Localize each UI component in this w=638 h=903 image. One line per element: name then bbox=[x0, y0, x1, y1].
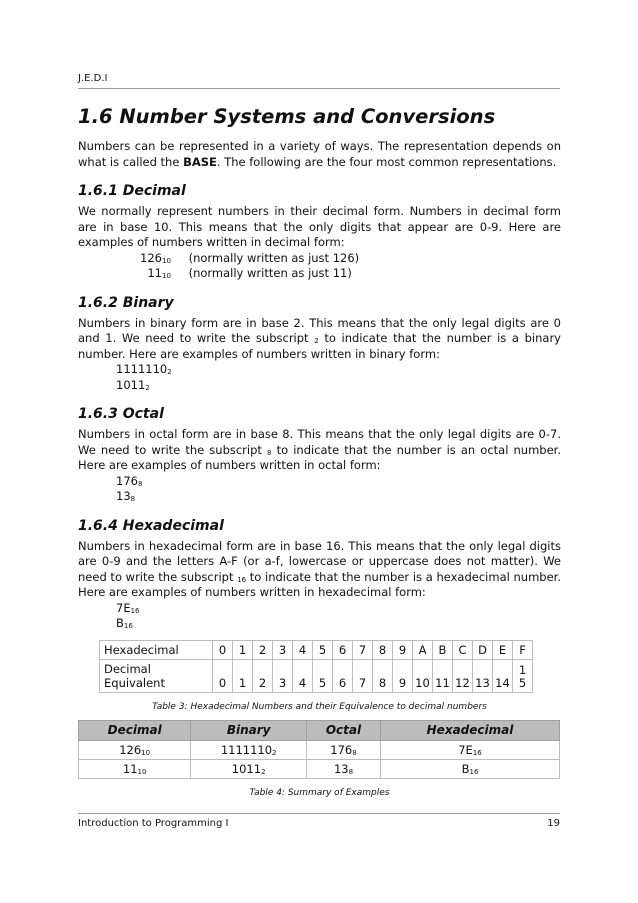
cell-value: 176 bbox=[330, 742, 353, 757]
summary-cell bbox=[79, 740, 191, 759]
decimal-cell: 10 bbox=[413, 659, 433, 692]
hex-cell: 4 bbox=[293, 640, 313, 659]
binary-text-after: to indicate that the number is a binary number. Here are examples of numbers written in binary form: bbox=[78, 331, 561, 361]
decimal-cell: 11 bbox=[433, 659, 453, 692]
decimal-cell: 8 bbox=[373, 659, 393, 692]
octal-text-subscript: 8 bbox=[267, 448, 272, 457]
decimal-cell: 14 bbox=[493, 659, 513, 692]
example-value: 176 bbox=[116, 473, 138, 488]
hex-cell: 0 bbox=[213, 640, 233, 659]
hex-cell: B bbox=[433, 640, 453, 659]
cell-subscript: 10 bbox=[141, 748, 151, 757]
example-value: 1011 bbox=[116, 377, 146, 392]
cell-subscript: 10 bbox=[137, 767, 147, 776]
footer-title: Introduction to Programming I bbox=[78, 818, 229, 829]
hex-cell: A bbox=[413, 640, 433, 659]
example-value: 7E bbox=[116, 600, 131, 615]
section-title: 1.6 Number Systems and Conversions bbox=[78, 105, 496, 128]
summary-cell bbox=[381, 759, 560, 778]
cell-subscript: 8 bbox=[352, 748, 357, 757]
decimal-cell: 0 bbox=[213, 659, 233, 692]
example-value: 1111110 bbox=[116, 362, 168, 376]
hex-cell: 6 bbox=[333, 640, 353, 659]
example-value: 13 bbox=[116, 489, 131, 503]
cell-subscript: 2 bbox=[272, 748, 277, 757]
octal-text-after: to indicate that the number is an octal number. Here are examples of numbers written in octal form: bbox=[78, 442, 561, 472]
example-subscript: 8 bbox=[130, 495, 136, 503]
cell-value: 11 bbox=[122, 761, 138, 776]
octal-paragraph bbox=[78, 427, 561, 474]
binary-text-before: Numbers in binary form are in base 2. This means that the only legal digits are 0 and 1. We need to write the subscript bbox=[78, 315, 561, 345]
example-subscript: 2 bbox=[167, 368, 172, 376]
summary-row bbox=[79, 759, 560, 778]
decimal-cell: 13 bbox=[473, 659, 493, 692]
octal-heading: 1.6.3 Octal bbox=[78, 406, 164, 422]
example-subscript: 16 bbox=[123, 622, 133, 630]
decimal-example bbox=[78, 251, 561, 267]
decimal-paragraph: We normally represent numbers in their decimal form. Numbers in decimal form are in base 10. This means that the only digits that appear are 0-9. Here are examples of numbers written in decimal form: bbox=[78, 204, 561, 249]
example-subscript: 2 bbox=[145, 383, 150, 392]
decimal-cell: 2 bbox=[253, 659, 273, 692]
table-4-caption: Table 4: Summary of Examples bbox=[249, 787, 390, 798]
intro-text-after: . The following are the four most common representations. bbox=[216, 154, 557, 169]
example-value: 126 bbox=[140, 250, 162, 265]
cell-subscript: 2 bbox=[261, 767, 266, 776]
cell-subscript: 16 bbox=[472, 748, 482, 757]
summary-cell bbox=[307, 740, 381, 759]
hex-cell: 2 bbox=[253, 640, 273, 659]
hex-cell: E bbox=[493, 640, 513, 659]
example-value: 11 bbox=[147, 266, 162, 280]
decimal-cell: 5 bbox=[313, 659, 333, 692]
hex-cell: 3 bbox=[273, 640, 293, 659]
octal-text-before: Numbers in octal form are in base 8. This means that the only legal digits are 0-7. We need to write the subscript bbox=[78, 427, 561, 457]
hex-cell: 1 bbox=[233, 640, 253, 659]
decimal-cell: 12 bbox=[453, 659, 473, 692]
hex-cell: F bbox=[513, 640, 533, 659]
binary-example bbox=[78, 362, 561, 378]
table-3-caption: Table 3: Hexadecimal Numbers and their Equivalence to decimal numbers bbox=[152, 701, 487, 712]
intro-paragraph bbox=[78, 139, 561, 170]
hex-text-subscript: 16 bbox=[237, 575, 247, 584]
decimal-cell: 3 bbox=[273, 659, 293, 692]
hex-cell: 8 bbox=[373, 640, 393, 659]
example-note: (normally written as just 126) bbox=[188, 250, 360, 265]
hexadecimal-example bbox=[78, 616, 561, 632]
footer-rule bbox=[78, 813, 560, 814]
summary-cell bbox=[79, 759, 191, 778]
hex-text-after: to indicate that the number is a hexadecimal number. Here are examples of numbers written in hexadecimal form: bbox=[78, 569, 561, 599]
binary-heading: 1.6.2 Binary bbox=[78, 294, 174, 311]
page-number: 19 bbox=[547, 818, 560, 829]
binary-paragraph bbox=[78, 316, 561, 363]
summary-header: Hexadecimal bbox=[381, 720, 560, 740]
hexadecimal-example bbox=[78, 601, 561, 617]
summary-header: Octal bbox=[307, 720, 381, 740]
example-note: (normally written as just 11) bbox=[188, 266, 352, 280]
hex-cell: 7 bbox=[353, 640, 373, 659]
running-header: J.E.D.I bbox=[78, 73, 108, 84]
hex-decimal-table bbox=[99, 640, 533, 693]
summary-cell bbox=[381, 740, 560, 759]
decimal-cell: 9 bbox=[393, 659, 413, 692]
intro-bold-term: BASE bbox=[183, 154, 217, 169]
octal-example bbox=[78, 489, 561, 505]
hex-row bbox=[100, 640, 533, 659]
summary-header-row bbox=[79, 720, 560, 740]
cell-value: B bbox=[461, 761, 470, 776]
header-rule bbox=[78, 88, 560, 89]
summary-cell bbox=[307, 759, 381, 778]
summary-cell bbox=[191, 740, 307, 759]
example-subscript: 10 bbox=[162, 256, 171, 265]
binary-text-subscript: 2 bbox=[314, 337, 319, 345]
decimal-cell-wrapped: 1 5 bbox=[513, 659, 533, 692]
decimal-cell: 7 bbox=[353, 659, 373, 692]
summary-row bbox=[79, 740, 560, 759]
example-value: B bbox=[116, 616, 124, 630]
summary-table bbox=[78, 720, 560, 779]
summary-cell bbox=[191, 759, 307, 778]
page-content bbox=[78, 104, 561, 798]
cell-subscript: 8 bbox=[348, 767, 354, 776]
example-subscript: 10 bbox=[162, 272, 171, 280]
cell-subscript: 16 bbox=[469, 767, 479, 776]
hex-text-before: Numbers in hexadecimal form are in base 16. This means that the only legal digits are 0-9 and the letters A-F (or a-f, lowercase or uppercase does not matter). We need to write the subscript bbox=[78, 538, 561, 584]
hexadecimal-paragraph bbox=[78, 539, 561, 601]
decimal-row-label: Decimal Equivalent bbox=[100, 659, 213, 692]
hex-cell: 9 bbox=[393, 640, 413, 659]
summary-header: Binary bbox=[191, 720, 307, 740]
summary-header: Decimal bbox=[79, 720, 191, 740]
hex-cell: 5 bbox=[313, 640, 333, 659]
example-subscript: 16 bbox=[130, 606, 140, 615]
binary-example bbox=[78, 378, 561, 394]
decimal-cell: 1 bbox=[233, 659, 253, 692]
cell-value: 1011 bbox=[231, 761, 262, 776]
decimal-heading: 1.6.1 Decimal bbox=[78, 183, 186, 199]
intro-text-before: Numbers can be represented in a variety of ways. The representation depends on what is called the bbox=[78, 139, 561, 169]
decimal-row bbox=[100, 659, 533, 692]
hexadecimal-heading: 1.6.4 Hexadecimal bbox=[78, 517, 224, 534]
decimal-cell: 6 bbox=[333, 659, 353, 692]
example-subscript: 8 bbox=[137, 479, 143, 488]
octal-example bbox=[78, 474, 561, 490]
cell-value: 13 bbox=[333, 761, 349, 776]
cell-value: 7E bbox=[458, 742, 473, 757]
cell-value: 126 bbox=[119, 742, 142, 757]
hex-row-label: Hexadecimal bbox=[100, 640, 213, 659]
decimal-example bbox=[78, 266, 561, 282]
decimal-cell: 4 bbox=[293, 659, 313, 692]
hex-cell: C bbox=[453, 640, 473, 659]
cell-value: 1111110 bbox=[220, 742, 273, 757]
hex-cell: D bbox=[473, 640, 493, 659]
